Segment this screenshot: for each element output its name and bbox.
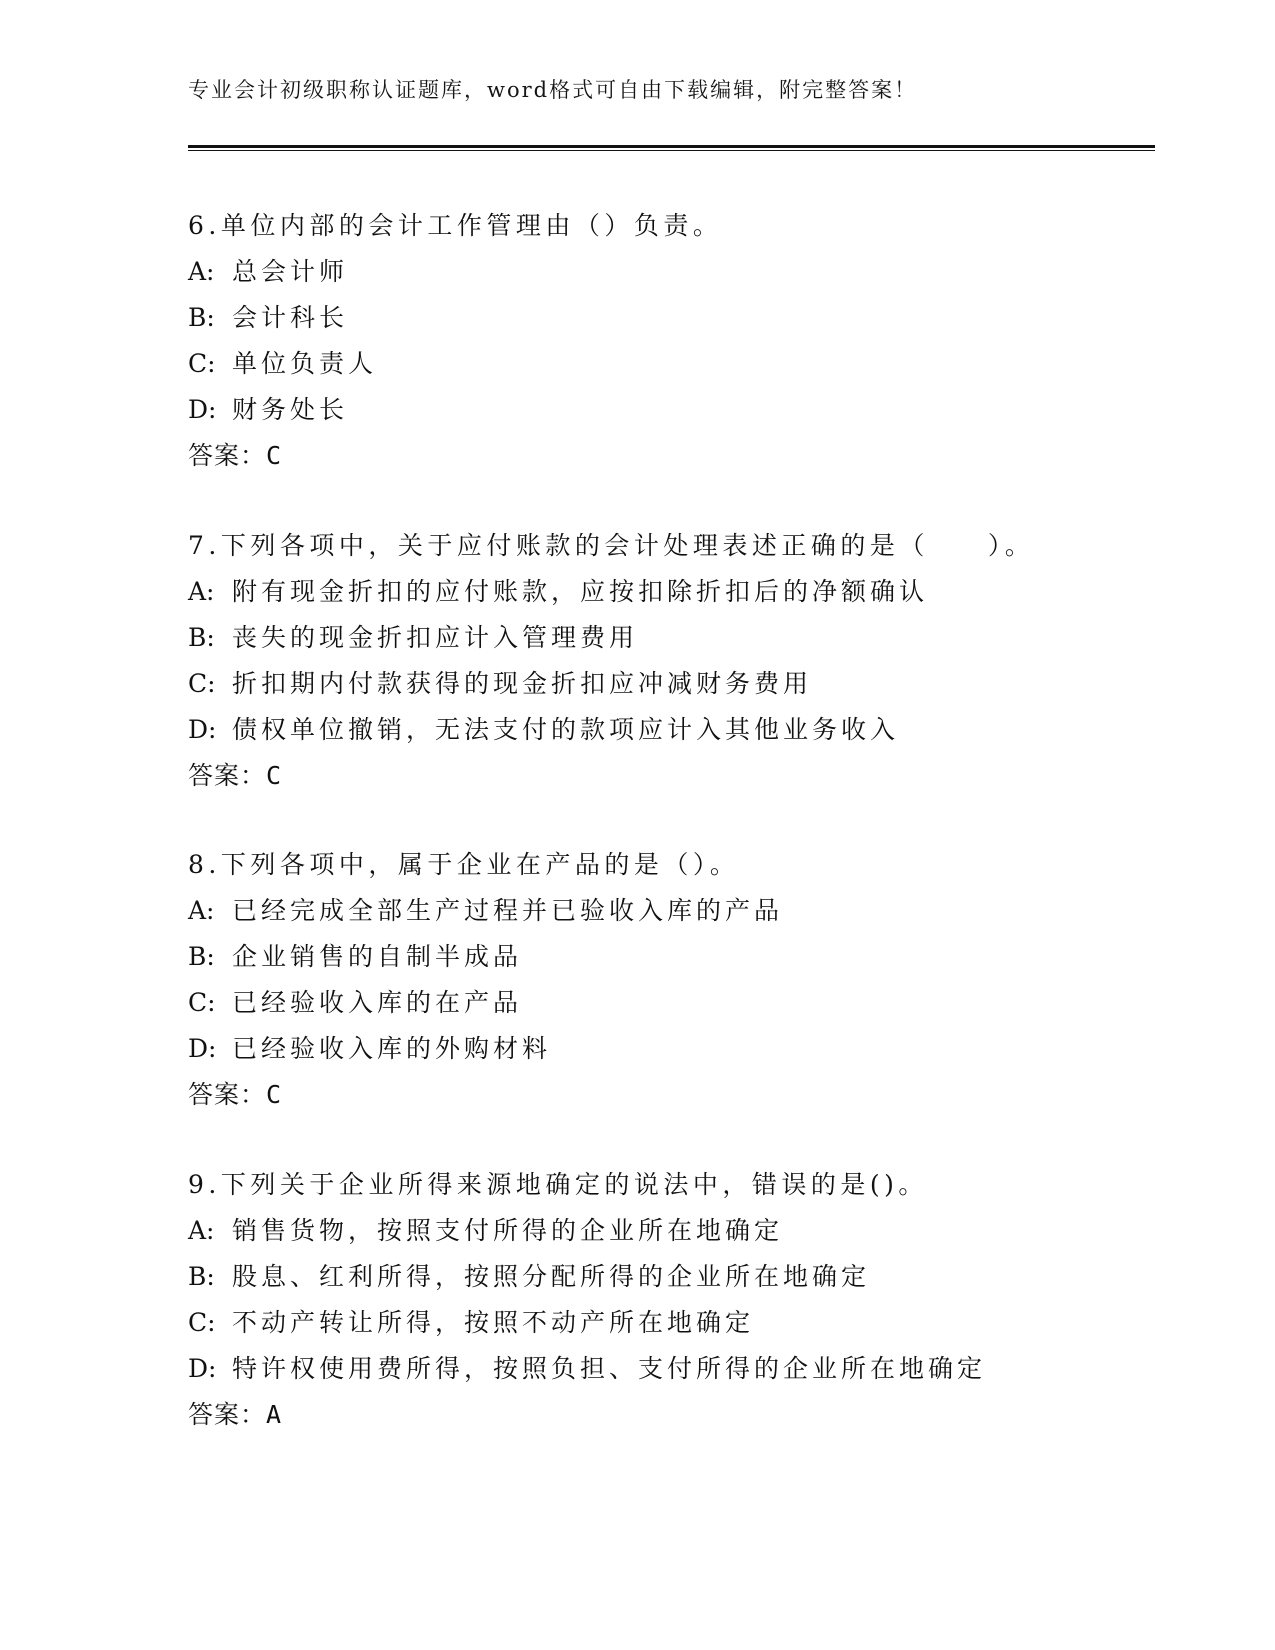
answer-label: 答案： xyxy=(188,1080,267,1109)
option-key: B: xyxy=(188,1262,215,1291)
option-text: 已经完成全部生产过程并已验收入库的产品 xyxy=(232,896,784,925)
question-block xyxy=(188,523,1168,799)
option-d xyxy=(188,1346,1168,1392)
option-key: D: xyxy=(188,395,217,424)
question-stem: 8.下列各项中，属于企业在产品的是（）。 xyxy=(188,850,740,879)
option-key: B: xyxy=(188,303,215,332)
option-text: 股息、红利所得，按照分配所得的企业所在地确定 xyxy=(232,1262,871,1291)
answer-line xyxy=(188,753,1168,799)
question-block xyxy=(188,842,1168,1118)
option-c xyxy=(188,341,1168,387)
option-text: 单位负责人 xyxy=(232,349,378,378)
option-text: 折扣期内付款获得的现金折扣应冲减财务费用 xyxy=(232,669,813,698)
question-stem: 7.下列各项中，关于应付账款的会计处理表述正确的是（ ）。 xyxy=(188,531,1035,560)
header-divider xyxy=(188,145,1155,151)
option-text: 债权单位撤销，无法支付的款项应计入其他业务收入 xyxy=(232,715,900,744)
option-key: A: xyxy=(188,257,215,286)
option-key: A: xyxy=(188,1216,215,1245)
option-key: D: xyxy=(188,715,217,744)
option-d xyxy=(188,1026,1168,1072)
answer-line xyxy=(188,433,1168,479)
question-block xyxy=(188,1162,1168,1438)
option-a xyxy=(188,1208,1168,1254)
option-text: 附有现金折扣的应付账款，应按扣除折扣后的净额确认 xyxy=(232,577,929,606)
option-text: 总会计师 xyxy=(232,257,349,286)
option-text: 会计科长 xyxy=(232,303,349,332)
option-key: A: xyxy=(188,896,215,925)
answer-value: C xyxy=(266,1080,283,1109)
option-d xyxy=(188,707,1168,753)
option-c xyxy=(188,1300,1168,1346)
option-text: 已经验收入库的外购材料 xyxy=(232,1034,552,1063)
answer-label: 答案： xyxy=(188,441,267,470)
option-a xyxy=(188,569,1168,615)
option-text: 已经验收入库的在产品 xyxy=(232,988,523,1017)
option-a xyxy=(188,888,1168,934)
option-b xyxy=(188,934,1168,980)
option-key: B: xyxy=(188,942,215,971)
option-key: C: xyxy=(188,669,216,698)
question-block xyxy=(188,203,1168,479)
option-d xyxy=(188,387,1168,433)
option-text: 企业销售的自制半成品 xyxy=(232,942,523,971)
answer-value: A xyxy=(266,1400,283,1429)
page-header-text: 专业会计初级职称认证题库，word格式可自由下载编辑，附完整答案！ xyxy=(188,78,918,102)
option-text: 丧失的现金折扣应计入管理费用 xyxy=(232,623,639,652)
option-text: 不动产转让所得，按照不动产所在地确定 xyxy=(232,1308,755,1337)
answer-label: 答案： xyxy=(188,761,267,790)
option-key: C: xyxy=(188,1308,216,1337)
option-key: D: xyxy=(188,1034,217,1063)
option-text: 特许权使用费所得，按照负担、支付所得的企业所在地确定 xyxy=(232,1354,987,1383)
answer-line xyxy=(188,1072,1168,1118)
answer-value: C xyxy=(266,761,283,790)
option-key: A: xyxy=(188,577,215,606)
option-text: 销售货物，按照支付所得的企业所在地确定 xyxy=(232,1216,784,1245)
option-key: C: xyxy=(188,349,216,378)
option-b xyxy=(188,1254,1168,1300)
option-b xyxy=(188,295,1168,341)
option-key: D: xyxy=(188,1354,217,1383)
question-stem: 9.下列关于企业所得来源地确定的说法中，错误的是()。 xyxy=(188,1170,928,1199)
option-key: B: xyxy=(188,623,215,652)
option-c xyxy=(188,661,1168,707)
option-c xyxy=(188,980,1168,1026)
option-key: C: xyxy=(188,988,216,1017)
answer-value: C xyxy=(266,441,283,470)
option-a xyxy=(188,249,1168,295)
answer-line xyxy=(188,1392,1168,1438)
option-text: 财务处长 xyxy=(232,395,349,424)
answer-label: 答案： xyxy=(188,1400,267,1429)
option-b xyxy=(188,615,1168,661)
question-stem: 6.单位内部的会计工作管理由（）负责。 xyxy=(188,211,723,240)
